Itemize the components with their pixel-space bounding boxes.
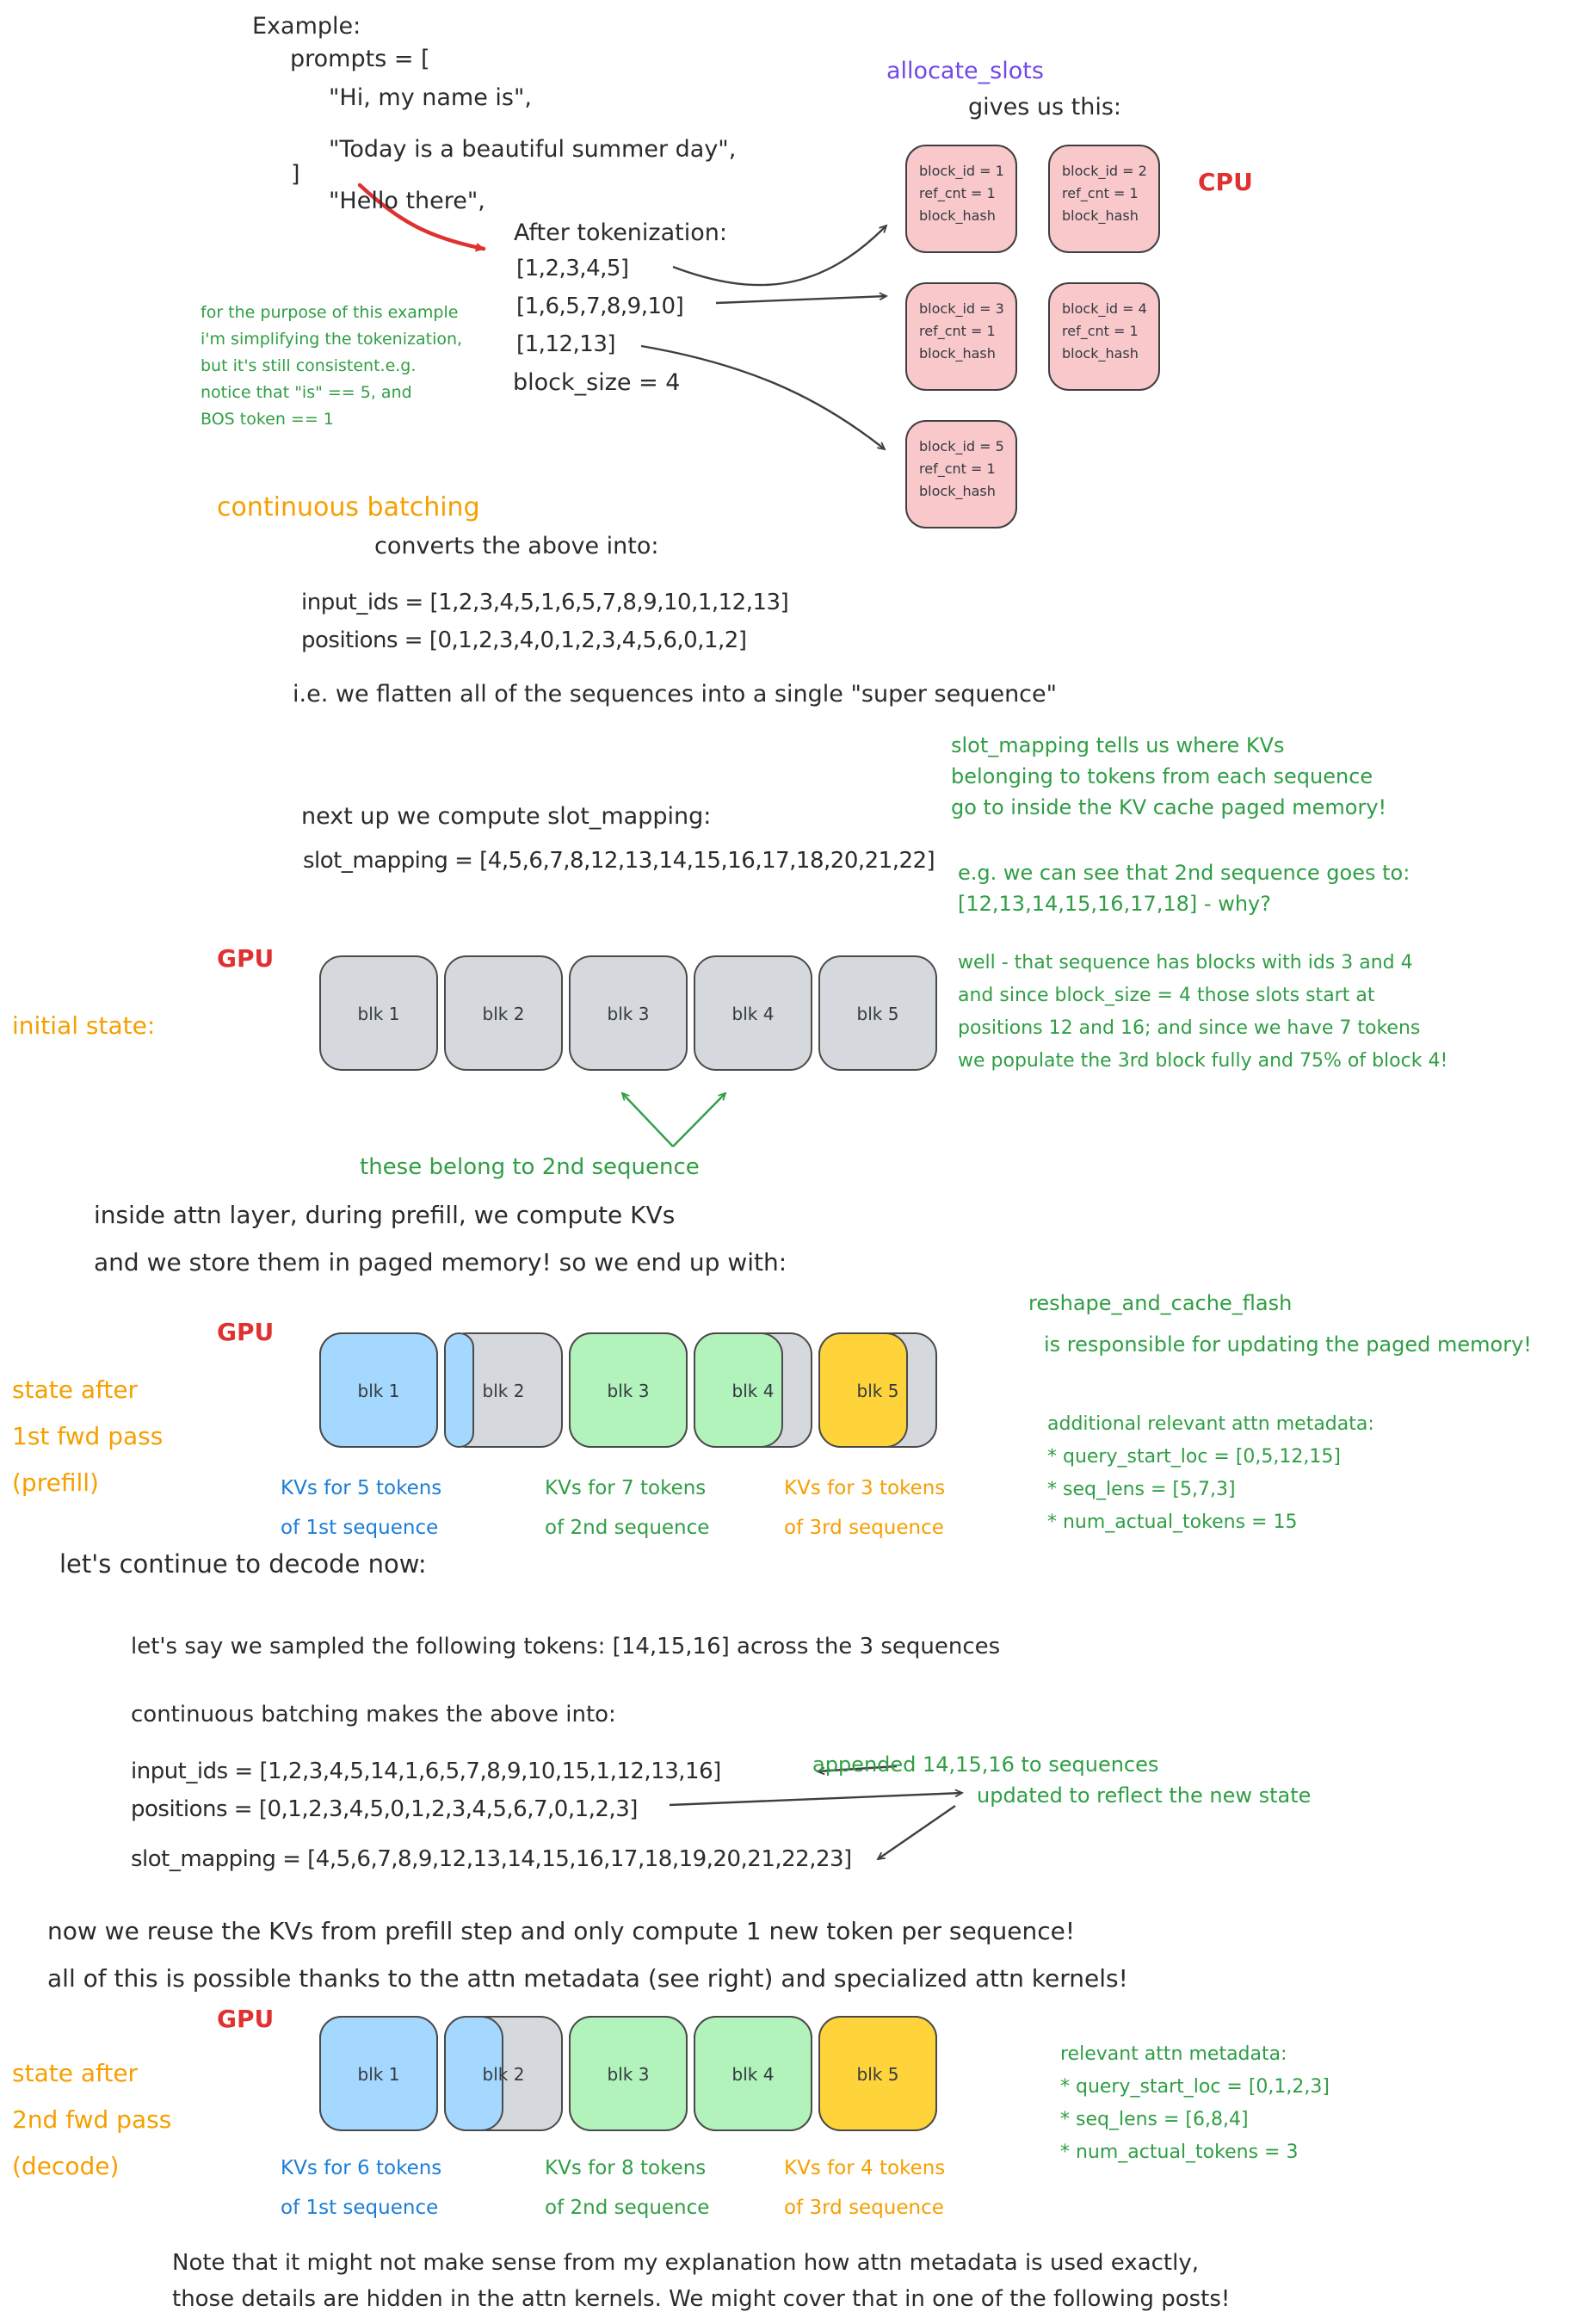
reshape-note-line1: reshape_and_cache_flash <box>1028 1291 1293 1315</box>
seq-label-line: KVs for 8 tokens <box>545 2157 707 2179</box>
gpu-label-decode: GPU <box>217 2005 275 2033</box>
text-line: * query_start_loc = [0,1,2,3] <box>1060 2076 1330 2098</box>
cpu-block-grid <box>905 145 1160 528</box>
gpu-block-initial-blk-3 <box>569 955 688 1071</box>
cpu-block-field: block_id = 4 <box>1062 300 1147 317</box>
seq-label-line: KVs for 7 tokens <box>545 1477 707 1499</box>
gpu-block-label: blk 3 <box>607 1381 650 1401</box>
gpu-block-label: blk 2 <box>482 2064 525 2085</box>
text-line: 2nd fwd pass <box>12 2105 172 2134</box>
gpu-block-decode-blk-4 <box>694 2016 812 2131</box>
gpu-block-label: blk 1 <box>357 1381 400 1401</box>
cpu-block-field: block_hash <box>919 483 996 499</box>
gpu-block-label: blk 1 <box>357 1004 400 1024</box>
initial-state-label <box>12 1007 155 1045</box>
text-line: for the purpose of this example <box>201 303 459 322</box>
text-line: 1st fwd pass <box>12 1422 164 1450</box>
gpu-block-initial-blk-1 <box>319 955 438 1071</box>
text-line: * seq_lens = [6,8,4] <box>1060 2109 1249 2130</box>
gpu-block-prefill-blk-5 <box>818 1332 937 1448</box>
text-line: BOS token == 1 <box>201 410 334 429</box>
cpu-block-field: block_hash <box>1062 207 1139 224</box>
reuse-note <box>47 1907 1128 2002</box>
allocate-slots-fn: allocate_slots <box>886 58 1044 84</box>
text-line: "Hi, my name is", <box>329 84 532 111</box>
seq-label-line: of 1st sequence <box>281 2197 439 2219</box>
cpu-block-field: ref_cnt = 1 <box>919 323 996 339</box>
prefill-intro <box>94 1191 787 1286</box>
text-line: belonging to tokens from each sequence <box>951 764 1373 788</box>
cpu-block-1 <box>905 145 1017 253</box>
text-line: additional relevant attn metadata: <box>1047 1413 1374 1435</box>
second-seq-annotation: these belong to 2nd sequence <box>360 1154 700 1180</box>
text-line: state after <box>12 1375 139 1404</box>
text-line: "Hello there", <box>329 188 485 214</box>
seq-label-line: of 2nd sequence <box>545 1517 710 1539</box>
token-lists <box>516 250 683 363</box>
input-ids-prefill: input_ids = [1,2,3,4,5,1,6,5,7,8,9,10,1,12,13] <box>301 590 789 615</box>
gpu-block-label: blk 4 <box>731 2064 775 2085</box>
prompts-open: prompts = [ <box>290 46 430 72</box>
slot-mapping-value: slot_mapping = [4,5,6,7,8,12,13,14,15,16,17,18,20,21,22] <box>303 848 935 874</box>
text-line: and we store them in paged memory! so we end up with: <box>94 1248 787 1276</box>
text-line: state after <box>12 2059 139 2087</box>
decode-attn-metadata <box>1060 2038 1330 2169</box>
slot-mapping-note <box>951 730 1386 823</box>
text-line: slot_mapping tells us where KVs <box>951 733 1285 757</box>
cpu-block-field: block_id = 2 <box>1062 163 1147 179</box>
gpu-block-label: blk 5 <box>856 2064 899 2085</box>
text-line: notice that "is" == 5, and <box>201 383 412 402</box>
appended-annotation: appended 14,15,16 to sequences <box>812 1752 1159 1777</box>
tokenization-note <box>201 300 462 433</box>
example-title: Example: <box>252 13 361 40</box>
seq-label-line: KVs for 6 tokens <box>281 2157 442 2179</box>
seq-label-line: of 2nd sequence <box>545 2197 710 2219</box>
gpu-label-initial: GPU <box>217 944 275 973</box>
cpu-label: CPU <box>1198 168 1253 196</box>
decode-seq-label-2 <box>545 2148 709 2228</box>
slot-mapping-why <box>958 947 1447 1078</box>
text-line: Note that it might not make sense from my explanation how attn metadata is used exactly, <box>172 2250 1199 2276</box>
text-line: go to inside the KV cache paged memory! <box>951 795 1387 819</box>
gpu-block-label: blk 2 <box>482 1381 525 1401</box>
gpu-block-decode-blk-5 <box>818 2016 937 2131</box>
text-line: [1,12,13] <box>516 331 616 357</box>
arrow-2nd-seq-blocks-right <box>673 1093 725 1147</box>
input-ids-decode: input_ids = [1,2,3,4,5,14,1,6,5,7,8,9,10,15,1,12,13,16] <box>131 1758 721 1784</box>
gpu-block-decode-blk-2 <box>444 2016 563 2131</box>
prefill-seq-label-2 <box>545 1468 709 1548</box>
text-line: (decode) <box>12 2152 120 2180</box>
cpu-block-field: ref_cnt = 1 <box>919 185 996 201</box>
cpu-block-field: block_hash <box>1062 345 1139 362</box>
text-line: "Today is a beautiful summer day", <box>329 136 737 163</box>
prefill-attn-metadata <box>1047 1408 1374 1539</box>
text-line: i'm simplifying the tokenization, <box>201 330 463 349</box>
arrow-2nd-seq-blocks-left <box>622 1093 673 1147</box>
text-line: but it's still consistent.e.g. <box>201 356 417 375</box>
text-line: [1,6,5,7,8,9,10] <box>516 294 684 319</box>
text-line: initial state: <box>12 1011 156 1040</box>
gpu-block-label: blk 3 <box>607 2064 650 2085</box>
cpu-block-field: block_id = 1 <box>919 163 1004 179</box>
gpu-block-prefill-blk-4 <box>694 1332 812 1448</box>
decode-sampled: let's say we sampled the following tokens: [14,15,16] across the 3 sequences <box>131 1634 1001 1660</box>
gpu-block-initial-blk-4 <box>694 955 812 1071</box>
arrow-updated-note <box>670 1793 962 1805</box>
cpu-block-field: block_hash <box>919 207 996 224</box>
reshape-note-line2: is responsible for updating the paged memory! <box>1044 1332 1532 1357</box>
gpu-block-initial-blk-5 <box>818 955 937 1071</box>
text-line: * query_start_loc = [0,5,12,15] <box>1047 1446 1341 1468</box>
text-line: now we reuse the KVs from prefill step and only compute 1 new token per sequence! <box>47 1917 1076 1945</box>
continuous-batching-heading: continuous batching <box>217 492 480 522</box>
seq-label-line: KVs for 3 tokens <box>784 1477 946 1499</box>
decode-state-label <box>12 2050 171 2190</box>
seq-label-line: KVs for 4 tokens <box>784 2157 946 2179</box>
converts-caption: converts the above into: <box>374 533 659 559</box>
text-line: [12,13,14,15,16,17,18] - why? <box>958 892 1271 916</box>
seq-label-line: of 1st sequence <box>281 1517 439 1539</box>
text-line: those details are hidden in the attn kernels. We might cover that in one of the following posts! <box>172 2286 1231 2312</box>
cpu-block-3 <box>905 282 1017 391</box>
gpu-block-label: blk 3 <box>607 1004 650 1024</box>
text-line: * num_actual_tokens = 3 <box>1060 2142 1299 2163</box>
gpu-block-decode-blk-3 <box>569 2016 688 2131</box>
gpu-block-label: blk 5 <box>856 1381 899 1401</box>
decode-batching-caption: continuous batching makes the above into: <box>131 1702 616 1728</box>
gpu-blocks-decode <box>319 2016 937 2131</box>
text-line: (prefill) <box>12 1468 99 1497</box>
positions-prefill: positions = [0,1,2,3,4,0,1,2,3,4,5,6,0,1,2] <box>301 627 747 653</box>
arrow-tokens-to-cpu-row2 <box>716 296 886 303</box>
cpu-block-5 <box>905 420 1017 528</box>
cpu-block-2 <box>1048 145 1160 253</box>
gpu-blocks-initial <box>319 955 937 1071</box>
cpu-block-field: ref_cnt = 1 <box>1062 323 1139 339</box>
tokenization-heading: After tokenization: <box>514 219 727 246</box>
text-line: e.g. we can see that 2nd sequence goes to: <box>958 861 1410 885</box>
gpu-block-label: blk 1 <box>357 2064 400 2085</box>
prefill-seq-label-1 <box>281 1468 441 1548</box>
updated-annotation: updated to reflect the new state <box>977 1783 1312 1808</box>
text-line: inside attn layer, during prefill, we compute KVs <box>94 1201 676 1229</box>
block-size: block_size = 4 <box>513 369 681 396</box>
prompts-close: ] <box>291 161 300 188</box>
decode-seq-label-1 <box>281 2148 441 2228</box>
seq-label-line: of 3rd sequence <box>784 1517 944 1539</box>
slot-mapping-decode: slot_mapping = [4,5,6,7,8,9,12,13,14,15,16,17,18,19,20,21,22,23] <box>131 1846 852 1872</box>
seq-label-line: KVs for 5 tokens <box>281 1477 442 1499</box>
cpu-block-field: block_id = 5 <box>919 438 1004 454</box>
positions-decode: positions = [0,1,2,3,4,5,0,1,2,3,4,5,6,7,0,1,2,3] <box>131 1796 638 1822</box>
slot-mapping-example <box>958 857 1410 919</box>
gpu-block-decode-blk-1 <box>319 2016 438 2131</box>
slot-mapping-intro: next up we compute slot_mapping: <box>301 803 712 830</box>
gpu-block-initial-blk-2 <box>444 955 563 1071</box>
cpu-block-field: block_hash <box>919 345 996 362</box>
gpu-block-label: blk 2 <box>482 1004 525 1024</box>
text-line: [1,2,3,4,5] <box>516 256 629 281</box>
text-line: we populate the 3rd block fully and 75% of block 4! <box>958 1050 1448 1072</box>
gpu-block-label: blk 4 <box>731 1004 775 1024</box>
gpu-blocks-prefill <box>319 1332 937 1448</box>
prompt-lines <box>329 72 736 227</box>
arrow-slot-mapping-updated <box>878 1806 955 1859</box>
cpu-block-field: ref_cnt = 1 <box>1062 185 1139 201</box>
text-line: * num_actual_tokens = 15 <box>1047 1511 1298 1533</box>
gpu-block-prefill-blk-3 <box>569 1332 688 1448</box>
cpu-block-field: ref_cnt = 1 <box>919 460 996 477</box>
cpu-block-field: block_id = 3 <box>919 300 1004 317</box>
gpu-block-label: blk 5 <box>856 1004 899 1024</box>
footnote <box>172 2245 1230 2317</box>
gpu-block-label: blk 4 <box>731 1381 775 1401</box>
prefill-state-label <box>12 1367 163 1506</box>
flatten-note: i.e. we flatten all of the sequences into a single "super sequence" <box>293 681 1058 708</box>
text-line: * seq_lens = [5,7,3] <box>1047 1479 1236 1500</box>
text-line: relevant attn metadata: <box>1060 2043 1287 2065</box>
gives-us-this: gives us this: <box>968 94 1122 121</box>
text-line: well - that sequence has blocks with ids 3 and 4 <box>958 952 1413 973</box>
text-line: and since block_size = 4 those slots start at <box>958 985 1375 1006</box>
seq-label-line: of 3rd sequence <box>784 2197 944 2219</box>
gpu-block-prefill-blk-2 <box>444 1332 563 1448</box>
text-line: all of this is possible thanks to the attn metadata (see right) and specialized attn kernels! <box>47 1964 1128 1993</box>
decode-heading: let's continue to decode now: <box>59 1549 427 1579</box>
gpu-block-prefill-blk-1 <box>319 1332 438 1448</box>
prefill-seq-label-3 <box>784 1468 945 1548</box>
gpu-label-prefill: GPU <box>217 1318 275 1346</box>
cpu-block-4 <box>1048 282 1160 391</box>
text-line: positions 12 and 16; and since we have 7 tokens <box>958 1017 1421 1039</box>
decode-seq-label-3 <box>784 2148 945 2228</box>
